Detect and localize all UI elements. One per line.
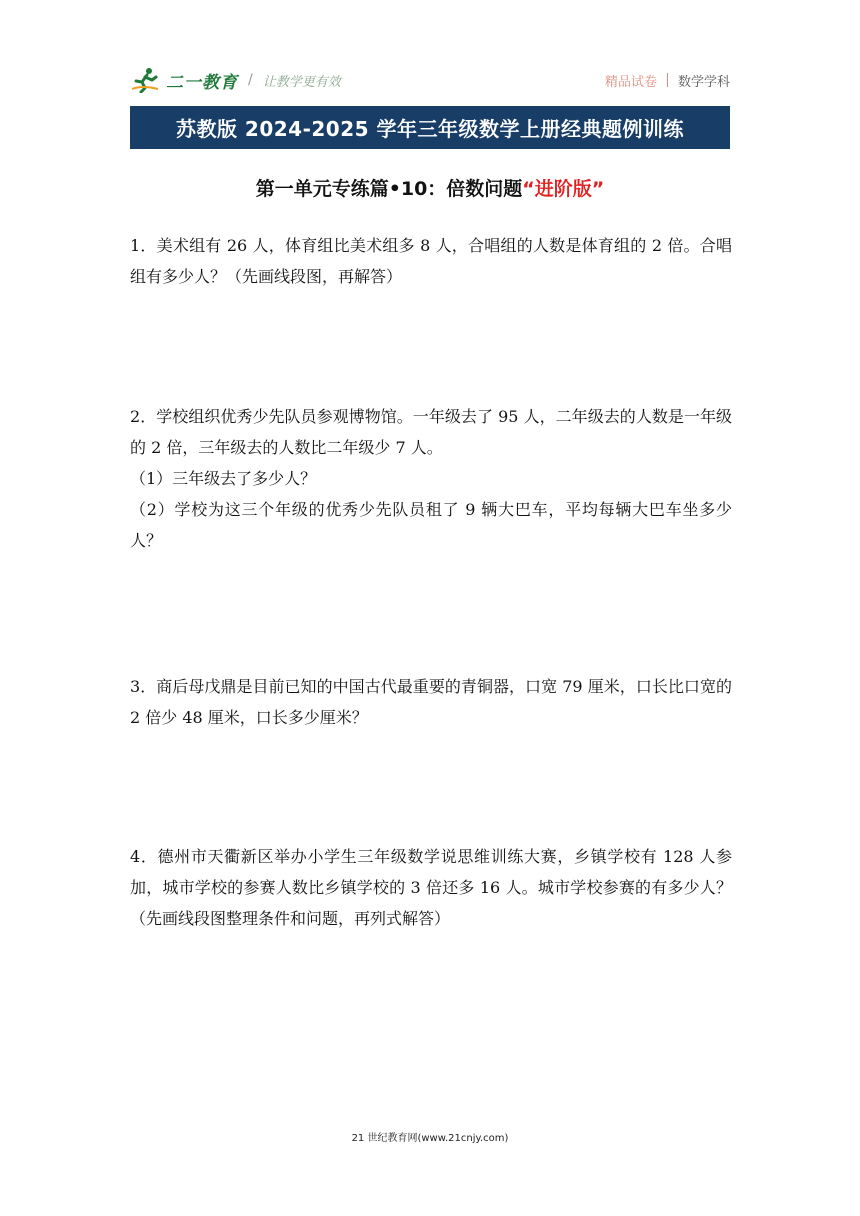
page-header	[130, 62, 730, 98]
page-footer: 21 世纪教育网(www.21cnjy.com)	[351, 1133, 509, 1144]
question-text: 2．学校组织优秀少先队员参观博物馆。一年级去了 95 人，二年级去的人数是一年级的 2 倍，三年级去的人数比二年级少 7 人。	[130, 407, 732, 457]
sub-question: （2）学校为这三个年级的优秀少先队员租了 9 辆大巴车，平均每辆大巴车坐多少人？	[130, 500, 732, 550]
header-divider	[667, 73, 668, 87]
brand-slogan: 让教学更有效	[262, 74, 341, 90]
question-text: 3．商后母戊鼎是目前已知的中国古代最重要的青铜器，口宽 79 厘米，口长比口宽的 2 倍少 48 厘米，口长多少厘米？	[130, 677, 732, 727]
sub-question: （1）三年级去了多少人？	[130, 469, 317, 488]
question-2	[130, 401, 732, 556]
brand-logo	[130, 67, 341, 93]
brand-name: 二一教育	[166, 72, 238, 93]
brand-separator: /	[248, 72, 253, 88]
subtitle-main: 第一单元专练篇•10：倍数问题	[255, 178, 523, 200]
question-1	[130, 230, 732, 292]
document-title: 苏教版 2024-2025 学年三年级数学上册经典题例训练	[130, 106, 730, 149]
question-text: 1．美术组有 26 人，体育组比美术组多 8 人，合唱组的人数是体育组的 2 倍。合唱组有多少人？（先画线段图，再解答）	[130, 236, 732, 286]
subject-label: 数学学科	[677, 74, 730, 90]
question-4	[130, 841, 732, 934]
section-subtitle	[130, 174, 730, 201]
question-3	[130, 671, 732, 733]
header-tags	[605, 71, 730, 90]
runner-logo-icon	[130, 67, 160, 93]
question-text: 4．德州市天衢新区举办小学生三年级数学说思维训练大赛，乡镇学校有 128 人参加，城市学校的参赛人数比乡镇学校的 3 倍还多 16 人。城市学校参赛的有多少人？（先画线段图整理条件和问题，再列式解答）	[130, 847, 732, 928]
subtitle-accent: “进阶版”	[522, 178, 605, 200]
premium-label: 精品试卷	[604, 74, 657, 90]
